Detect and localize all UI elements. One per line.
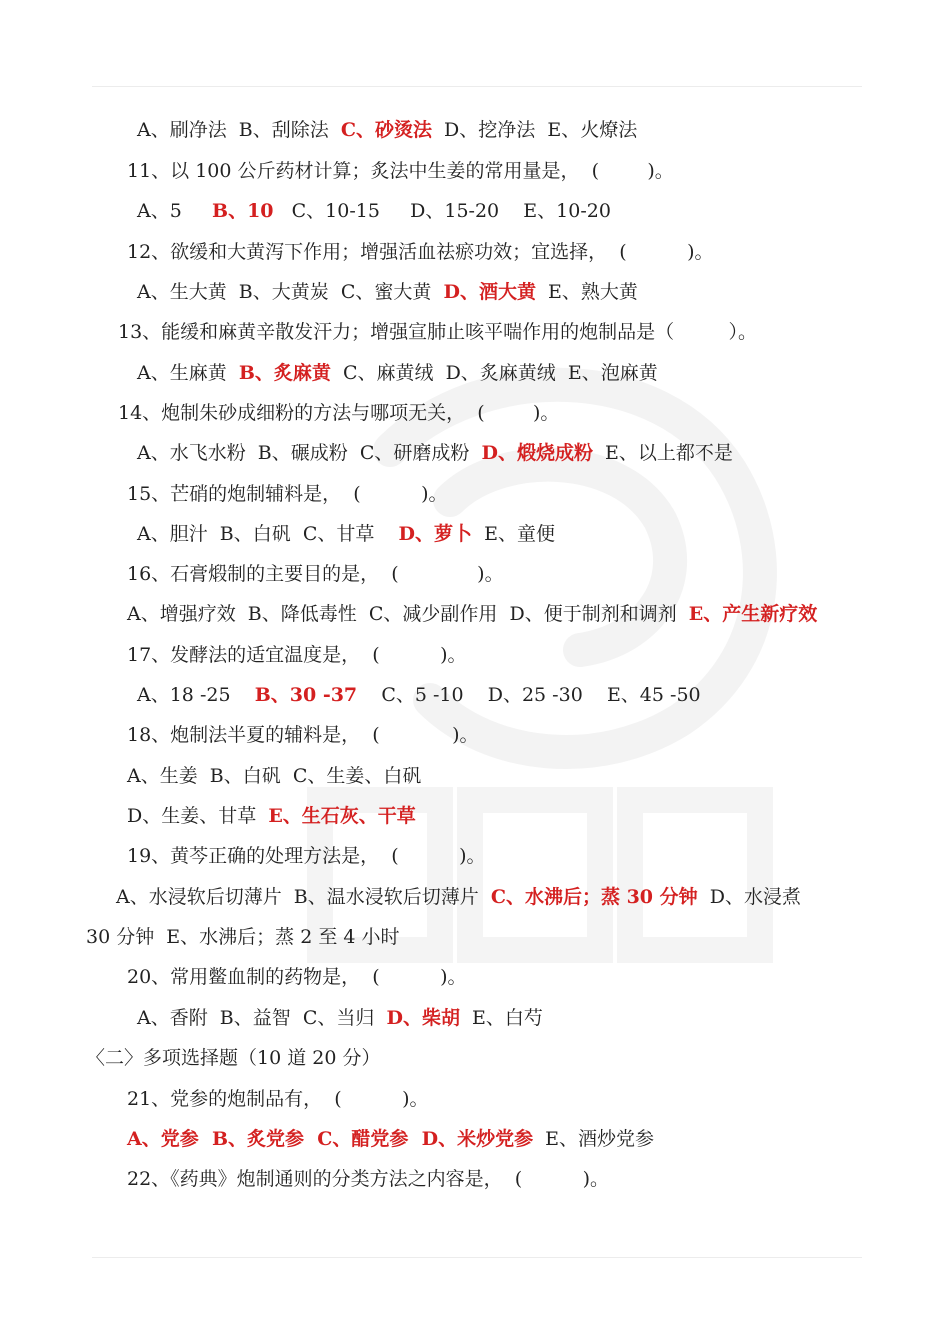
answer-text: C、砂烫法: [340, 119, 432, 141]
text-line: [0, 1038, 950, 1078]
text-line: [0, 715, 950, 755]
question-text: A、增强疗效 B、降低毒性 C、减少副作用 D、便于制剂和调剂: [127, 603, 689, 625]
answer-text: B、10: [212, 200, 274, 222]
answer-text: B、炙麻黄: [238, 362, 331, 384]
text-line: [0, 877, 950, 917]
question-text: 30 分钟 E、水沸后；蒸 2 至 4 小时: [86, 926, 400, 948]
text-line: [0, 151, 950, 191]
question-text: C、5 -10 D、25 -30 E、45 -50: [357, 684, 701, 706]
question-text: 〈二〉多项选择题（10 道 20 分）: [86, 1047, 381, 1069]
text-line: [0, 836, 950, 876]
question-text: A、刷净法 B、刮除法: [137, 119, 341, 141]
text-line: [0, 232, 950, 272]
answer-text: D、柴胡: [386, 1007, 460, 1029]
question-text: E、以上都不是: [592, 442, 733, 464]
question-text: A、生麻黄: [137, 362, 239, 384]
text-line: [0, 998, 950, 1038]
question-text: E、酒炒党参: [533, 1128, 655, 1150]
text-line: [0, 272, 950, 312]
question-text: 16、石膏煅制的主要目的是， ( )。: [127, 563, 504, 585]
text-line: [0, 796, 950, 836]
question-text: 19、黄芩正确的处理方法是， ( )。: [127, 845, 486, 867]
question-text: A、香附 B、益智 C、当归: [137, 1007, 387, 1029]
question-text: A、18 -25: [137, 684, 255, 706]
question-text: E、童便: [472, 523, 555, 545]
question-text: A、5: [137, 200, 213, 222]
question-text: 13、能缓和麻黄辛散发汗力；增强宣肺止咳平喘作用的炮制品是（ ）。: [118, 321, 758, 343]
question-text: D、挖净法 E、火燎法: [431, 119, 638, 141]
text-line: [0, 1119, 950, 1159]
question-text: C、10-15 D、15-20 E、10-20: [273, 200, 611, 222]
answer-text: D、煅烧成粉: [481, 442, 593, 464]
question-text: A、生大黄 B、大黄炭 C、蜜大黄: [137, 281, 444, 303]
text-line: [0, 675, 950, 715]
header-rule: [92, 86, 862, 87]
question-text: E、白芍: [459, 1007, 543, 1029]
answer-text: E、产生新疗效: [688, 603, 818, 625]
footer-rule: [92, 1257, 862, 1258]
text-line: [0, 635, 950, 675]
text-line: [0, 433, 950, 473]
text-line: [0, 594, 950, 634]
answer-text: B、30 -37: [254, 684, 358, 706]
text-line: [0, 554, 950, 594]
text-line: [0, 957, 950, 997]
text-line: [0, 312, 950, 352]
question-text: C、麻黄绒 D、炙麻黄绒 E、泡麻黄: [330, 362, 658, 384]
question-text: D、水浸煮: [697, 886, 801, 908]
text-line: [0, 756, 950, 796]
answer-text: D、萝卜: [398, 523, 473, 545]
question-text: 15、芒硝的炮制辅料是， ( )。: [127, 483, 448, 505]
text-line: [0, 353, 950, 393]
text-line: [0, 917, 950, 957]
question-text: 20、常用鳖血制的药物是， ( )。: [127, 966, 467, 988]
answer-text: C、水沸后；蒸 30 分钟: [490, 886, 698, 908]
question-text: 18、炮制法半夏的辅料是， ( )。: [127, 724, 479, 746]
answer-text: A、党参 B、炙党参 C、醋党参 D、米炒党参: [127, 1128, 534, 1150]
answer-text: D、酒大黄: [443, 281, 536, 303]
question-text: 14、炮制朱砂成细粉的方法与哪项无关， ( )。: [118, 402, 560, 424]
text-line: [0, 514, 950, 554]
question-text: 11、以 100 公斤药材计算；炙法中生姜的常用量是， ( )。: [127, 160, 674, 182]
text-line: [0, 191, 950, 231]
question-text: A、水浸软后切薄片 B、温水浸软后切薄片: [116, 886, 491, 908]
question-text: 17、发酵法的适宜温度是， ( )。: [127, 644, 467, 666]
question-text: E、熟大黄: [535, 281, 638, 303]
question-text: A、水飞水粉 B、碾成粉 C、研磨成粉: [137, 442, 482, 464]
question-text: A、生姜 B、白矾 C、生姜、白矾: [127, 765, 422, 787]
text-line: [0, 1159, 950, 1199]
answer-text: E、生石灰、干草: [268, 805, 416, 827]
question-text: A、胆汁 B、白矾 C、甘草: [137, 523, 399, 545]
text-line: [0, 474, 950, 514]
question-text: 21、党参的炮制品有， ( )。: [127, 1088, 429, 1110]
question-text: D、生姜、甘草: [127, 805, 269, 827]
text-line: [0, 1079, 950, 1119]
text-line: [0, 110, 950, 150]
question-text: 12、欲缓和大黄泻下作用；增强活血祛瘀功效；宜选择， ( )。: [127, 241, 714, 263]
text-line: [0, 393, 950, 433]
question-text: 22、《药典》炮制通则的分类方法之内容是， ( )。: [127, 1168, 609, 1190]
